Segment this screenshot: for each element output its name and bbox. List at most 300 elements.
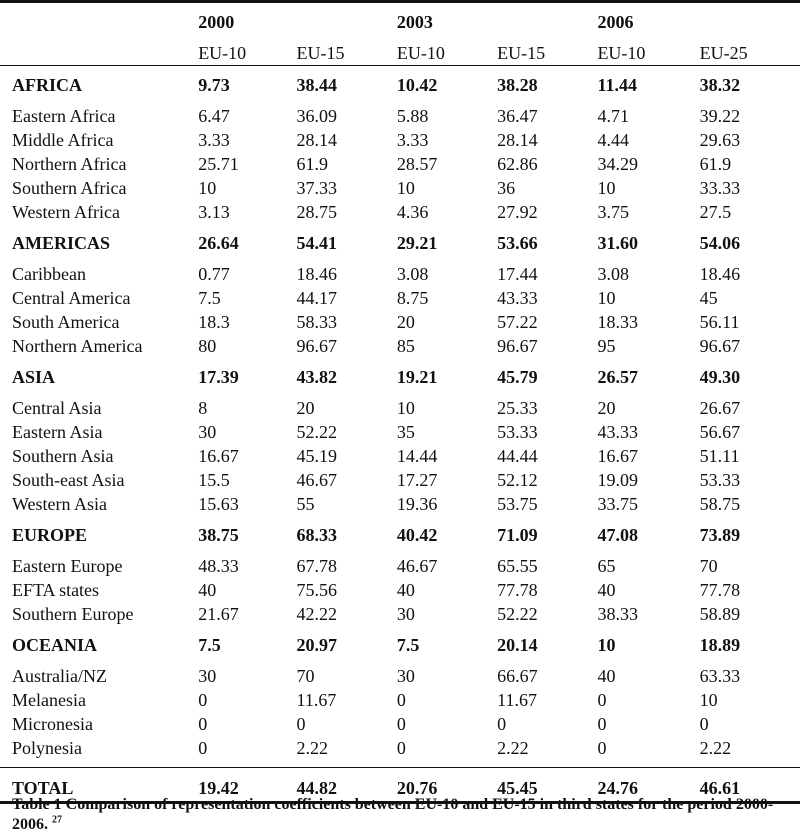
value-cell: 2.22	[699, 738, 732, 758]
value-cell: 29.21	[396, 233, 438, 253]
value-cell: 20	[396, 312, 415, 332]
value-cell: 11.67	[497, 690, 537, 710]
spacer-cell	[700, 97, 800, 104]
value-cell: 10	[597, 178, 616, 198]
column-header-blank	[0, 40, 198, 66]
value-cell: 40	[597, 666, 616, 686]
value-cell: 19.36	[396, 494, 438, 514]
value-cell: 4.36	[396, 202, 429, 222]
table-row	[0, 554, 800, 578]
value-cell: 44.44	[497, 446, 538, 466]
value-cell: 9.73	[198, 75, 230, 95]
spacer-cell	[497, 255, 597, 262]
spacer-row	[0, 547, 800, 554]
spacer-cell	[700, 389, 800, 396]
value-cell: 4.71	[597, 106, 629, 126]
value-cell: 0	[296, 714, 306, 734]
year-2000-header: 2000	[198, 2, 397, 41]
value-cell: 40.42	[396, 525, 438, 545]
value-cell: 5.88	[396, 106, 429, 126]
value-cell: 96.67	[296, 336, 338, 356]
value-cell: 58.89	[699, 604, 741, 624]
row-label: ASIA	[12, 367, 56, 387]
row-label: Western Africa	[12, 202, 120, 222]
spacer-cell	[597, 224, 699, 231]
spacer-cell	[297, 66, 397, 74]
value-cell: 4.44	[597, 130, 629, 150]
value-cell: 26.67	[699, 398, 741, 418]
value-cell: 19.42	[198, 775, 296, 803]
value-cell: 0	[198, 714, 208, 734]
column-header: EU-15	[497, 40, 597, 66]
value-cell: 46.61	[700, 775, 800, 803]
value-cell: 28.14	[296, 130, 338, 150]
value-cell: 45.79	[497, 367, 538, 387]
value-cell: 2.22	[296, 738, 329, 758]
value-cell: 40	[396, 580, 415, 600]
spacer-cell	[0, 224, 198, 231]
row-label: Middle Africa	[12, 130, 114, 150]
value-cell: 53.33	[497, 422, 538, 442]
value-cell: 31.60	[597, 233, 638, 253]
spacer-cell	[397, 547, 497, 554]
value-cell: 19.09	[597, 470, 638, 490]
spacer-cell	[597, 768, 699, 776]
table-row	[0, 736, 800, 760]
row-label: Central America	[12, 288, 131, 308]
spacer-row	[0, 224, 800, 231]
table-row	[0, 420, 800, 444]
spacer-cell	[198, 768, 296, 776]
value-cell: 33.33	[699, 178, 741, 198]
value-cell: 53.33	[699, 470, 741, 490]
value-cell: 30	[198, 666, 217, 686]
value-cell: 77.78	[699, 580, 741, 600]
value-cell: 55	[296, 494, 315, 514]
spacer-cell	[497, 626, 597, 633]
table-row	[0, 492, 800, 516]
spacer-cell	[497, 358, 597, 365]
value-cell: 85	[396, 336, 415, 356]
spacer-cell	[297, 626, 397, 633]
table-row	[0, 286, 800, 310]
value-cell: 61.9	[296, 154, 329, 174]
spacer-cell	[497, 768, 597, 776]
value-cell: 0	[597, 738, 607, 758]
spacer-row	[0, 358, 800, 365]
spacer-cell	[198, 516, 296, 523]
value-cell: 28.75	[296, 202, 338, 222]
value-cell: 0	[198, 690, 208, 710]
value-cell: 26.57	[597, 367, 638, 387]
row-label: Eastern Africa	[12, 106, 116, 126]
value-cell: 65.55	[497, 556, 538, 576]
spacer-cell	[700, 626, 800, 633]
row-label: Eastern Asia	[12, 422, 103, 442]
value-cell: 57.22	[497, 312, 538, 332]
value-cell: 10	[396, 178, 415, 198]
spacer-cell	[198, 760, 296, 768]
value-cell: 37.33	[296, 178, 338, 198]
value-cell: 33.75	[597, 494, 638, 514]
value-cell: 75.56	[296, 580, 338, 600]
spacer-cell	[497, 547, 597, 554]
value-cell: 3.13	[198, 202, 230, 222]
value-cell: 0	[396, 738, 406, 758]
value-cell: 38.28	[497, 75, 538, 95]
value-cell: 29.63	[699, 130, 741, 150]
spacer-cell	[397, 516, 497, 523]
table-row	[0, 310, 800, 334]
spacer-cell	[497, 516, 597, 523]
region-row	[0, 365, 800, 389]
value-cell: 28.14	[497, 130, 538, 150]
region-row	[0, 633, 800, 657]
value-cell: 0.77	[198, 264, 230, 284]
value-cell: 51.11	[699, 446, 740, 466]
row-label: South-east Asia	[12, 470, 125, 490]
spacer-cell	[597, 97, 699, 104]
spacer-cell	[700, 224, 800, 231]
value-cell: 0	[597, 714, 607, 734]
spacer-cell	[0, 389, 198, 396]
year-2003-header: 2003	[397, 2, 598, 41]
spacer-cell	[297, 358, 397, 365]
value-cell: 44.82	[297, 775, 397, 803]
spacer-cell	[0, 255, 198, 262]
value-cell: 70	[699, 556, 718, 576]
value-cell: 3.08	[396, 264, 429, 284]
spacer-cell	[397, 768, 497, 776]
row-label: Southern Europe	[12, 604, 134, 624]
spacer-cell	[198, 626, 296, 633]
value-cell: 63.33	[699, 666, 741, 686]
value-cell: 77.78	[497, 580, 538, 600]
value-cell: 17.39	[198, 367, 239, 387]
table-row	[0, 200, 800, 224]
value-cell: 16.67	[597, 446, 638, 466]
spacer-cell	[0, 760, 198, 768]
value-cell: 10.42	[396, 75, 438, 95]
value-cell: 30	[396, 604, 415, 624]
value-cell: 35	[396, 422, 415, 442]
spacer-cell	[198, 657, 296, 664]
table-row	[0, 152, 800, 176]
column-header-row	[0, 40, 800, 66]
spacer-cell	[297, 657, 397, 664]
value-cell: 8	[198, 398, 208, 418]
spacer-cell	[198, 224, 296, 231]
value-cell: 45.19	[296, 446, 338, 466]
spacer-cell	[597, 358, 699, 365]
value-cell: 20	[296, 398, 315, 418]
value-cell: 53.66	[497, 233, 538, 253]
value-cell: 2.22	[497, 738, 529, 758]
spacer-cell	[0, 657, 198, 664]
row-label: Northern America	[12, 336, 143, 356]
spacer-row	[0, 66, 800, 74]
column-header: EU-10	[198, 40, 296, 66]
row-label: Australia/NZ	[12, 666, 107, 686]
value-cell: 18.33	[597, 312, 638, 332]
spacer-row	[0, 255, 800, 262]
spacer-row	[0, 389, 800, 396]
spacer-cell	[700, 760, 800, 768]
spacer-cell	[397, 657, 497, 664]
spacer-cell	[0, 97, 198, 104]
spacer-row	[0, 97, 800, 104]
value-cell: 45	[699, 288, 718, 308]
corner-cell	[0, 2, 198, 41]
spacer-cell	[597, 626, 699, 633]
value-cell: 10	[597, 288, 616, 308]
value-cell: 15.5	[198, 470, 230, 490]
spacer-cell	[497, 760, 597, 768]
row-label: Polynesia	[12, 738, 82, 758]
spacer-cell	[297, 97, 397, 104]
value-cell: 96.67	[497, 336, 538, 356]
value-cell: 7.5	[396, 635, 420, 655]
value-cell: 45.45	[497, 775, 597, 803]
spacer-cell	[297, 760, 397, 768]
spacer-cell	[700, 358, 800, 365]
value-cell: 18.46	[699, 264, 741, 284]
row-label: Micronesia	[12, 714, 93, 734]
spacer-cell	[397, 358, 497, 365]
value-cell: 8.75	[396, 288, 429, 308]
value-cell: 7.5	[198, 635, 221, 655]
value-cell: 20.76	[397, 775, 497, 803]
table-row	[0, 602, 800, 626]
spacer-cell	[297, 516, 397, 523]
spacer-cell	[700, 66, 800, 74]
spacer-row	[0, 768, 800, 776]
value-cell: 47.08	[597, 525, 638, 545]
spacer-cell	[0, 547, 198, 554]
value-cell: 0	[497, 714, 507, 734]
row-label: TOTAL	[0, 775, 198, 803]
value-cell: 95	[597, 336, 616, 356]
spacer-cell	[198, 97, 296, 104]
value-cell: 62.86	[497, 154, 538, 174]
spacer-cell	[397, 224, 497, 231]
column-header: EU-25	[700, 40, 800, 66]
value-cell: 48.33	[198, 556, 239, 576]
spacer-cell	[497, 224, 597, 231]
spacer-cell	[597, 516, 699, 523]
value-cell: 0	[396, 714, 406, 734]
value-cell: 43.82	[296, 367, 338, 387]
row-label: EFTA states	[12, 580, 100, 600]
spacer-row	[0, 760, 800, 768]
value-cell: 0	[699, 714, 709, 734]
value-cell: 96.67	[699, 336, 741, 356]
spacer-cell	[198, 358, 296, 365]
spacer-cell	[397, 97, 497, 104]
value-cell: 54.06	[699, 233, 741, 253]
column-header: EU-10	[397, 40, 497, 66]
value-cell: 30	[396, 666, 415, 686]
value-cell: 43.33	[497, 288, 538, 308]
value-cell: 38.75	[198, 525, 239, 545]
column-header: EU-10	[597, 40, 699, 66]
value-cell: 30	[198, 422, 217, 442]
table-row	[0, 444, 800, 468]
spacer-cell	[397, 255, 497, 262]
value-cell: 3.33	[396, 130, 429, 150]
spacer-cell	[700, 768, 800, 776]
value-cell: 58.75	[699, 494, 741, 514]
value-cell: 65	[597, 556, 616, 576]
value-cell: 14.44	[396, 446, 438, 466]
value-cell: 66.67	[497, 666, 538, 686]
value-cell: 27.92	[497, 202, 538, 222]
value-cell: 44.17	[296, 288, 338, 308]
spacer-cell	[0, 626, 198, 633]
value-cell: 20	[597, 398, 616, 418]
spacer-cell	[497, 657, 597, 664]
value-cell: 67.78	[296, 556, 338, 576]
value-cell: 10	[396, 398, 415, 418]
spacer-cell	[297, 224, 397, 231]
spacer-cell	[297, 547, 397, 554]
value-cell: 20.97	[296, 635, 338, 655]
spacer-cell	[397, 66, 497, 74]
value-cell: 10	[597, 635, 616, 655]
value-cell: 52.22	[497, 604, 538, 624]
value-cell: 10	[198, 178, 217, 198]
spacer-cell	[597, 657, 699, 664]
spacer-cell	[297, 768, 397, 776]
value-cell: 43.33	[597, 422, 638, 442]
spacer-cell	[198, 389, 296, 396]
value-cell: 52.12	[497, 470, 538, 490]
value-cell: 27.5	[699, 202, 732, 222]
row-label: EUROPE	[12, 525, 88, 545]
value-cell: 17.27	[396, 470, 438, 490]
spacer-cell	[597, 760, 699, 768]
spacer-cell	[597, 255, 699, 262]
caption-footnote-marker: 27	[52, 814, 62, 826]
value-cell: 34.29	[597, 154, 638, 174]
table-row	[0, 128, 800, 152]
value-cell: 25.71	[198, 154, 239, 174]
value-cell: 61.9	[699, 154, 732, 174]
row-label: Melanesia	[12, 690, 86, 710]
spacer-row	[0, 626, 800, 633]
row-label: OCEANIA	[12, 635, 98, 655]
spacer-cell	[700, 547, 800, 554]
value-cell: 6.47	[198, 106, 230, 126]
value-cell: 25.33	[497, 398, 538, 418]
table-row	[0, 104, 800, 128]
table-row	[0, 262, 800, 286]
value-cell: 36.47	[497, 106, 538, 126]
value-cell: 0	[396, 690, 406, 710]
value-cell: 36	[497, 178, 516, 198]
value-cell: 73.89	[699, 525, 741, 545]
spacer-row	[0, 657, 800, 664]
value-cell: 18.3	[198, 312, 230, 332]
value-cell: 46.67	[296, 470, 338, 490]
spacer-cell	[597, 547, 699, 554]
value-cell: 28.57	[396, 154, 438, 174]
spacer-cell	[0, 358, 198, 365]
spacer-row	[0, 516, 800, 523]
table-body	[0, 2, 800, 803]
table-row	[0, 712, 800, 736]
spacer-cell	[198, 547, 296, 554]
value-cell: 11.44	[597, 75, 637, 95]
row-label: Central Asia	[12, 398, 102, 418]
region-row	[0, 73, 800, 97]
table-row	[0, 334, 800, 358]
year-header-row	[0, 2, 800, 41]
row-label: AMERICAS	[12, 233, 111, 253]
value-cell: 40	[198, 580, 217, 600]
value-cell: 21.67	[198, 604, 239, 624]
spacer-cell	[700, 657, 800, 664]
value-cell: 19.21	[396, 367, 438, 387]
value-cell: 68.33	[296, 525, 338, 545]
value-cell: 38.33	[597, 604, 638, 624]
row-label: Eastern Europe	[12, 556, 123, 576]
value-cell: 24.76	[597, 775, 699, 803]
spacer-cell	[497, 389, 597, 396]
table-row	[0, 396, 800, 420]
value-cell: 17.44	[497, 264, 538, 284]
value-cell: 80	[198, 336, 217, 356]
value-cell: 70	[296, 666, 315, 686]
spacer-cell	[297, 255, 397, 262]
value-cell: 42.22	[296, 604, 338, 624]
region-row	[0, 523, 800, 547]
value-cell: 3.08	[597, 264, 629, 284]
table-caption	[12, 795, 792, 835]
value-cell: 11.67	[296, 690, 337, 710]
table-row	[0, 176, 800, 200]
table-row	[0, 578, 800, 602]
row-label: Southern Asia	[12, 446, 114, 466]
row-label: Western Asia	[12, 494, 108, 514]
value-cell: 56.67	[699, 422, 741, 442]
spacer-cell	[597, 66, 699, 74]
spacer-cell	[597, 389, 699, 396]
spacer-cell	[397, 626, 497, 633]
column-header: EU-15	[297, 40, 397, 66]
spacer-cell	[497, 66, 597, 74]
spacer-cell	[198, 255, 296, 262]
value-cell: 38.44	[296, 75, 338, 95]
year-2006-header: 2006	[597, 2, 800, 41]
spacer-cell	[497, 97, 597, 104]
table-row	[0, 664, 800, 688]
value-cell: 26.64	[198, 233, 239, 253]
spacer-cell	[297, 389, 397, 396]
value-cell: 10	[699, 690, 718, 710]
value-cell: 20.14	[497, 635, 538, 655]
row-label: Southern Africa	[12, 178, 127, 198]
value-cell: 18.46	[296, 264, 338, 284]
value-cell: 38.32	[699, 75, 741, 95]
value-cell: 3.75	[597, 202, 629, 222]
value-cell: 56.11	[699, 312, 740, 332]
value-cell: 46.67	[396, 556, 438, 576]
row-label: South America	[12, 312, 120, 332]
caption-text: Table 1 Comparison of representation coefficients between EU-10 and EU-15 in third states for the period 2000-2006.	[12, 796, 774, 833]
value-cell: 0	[198, 738, 208, 758]
spacer-cell	[0, 768, 198, 776]
